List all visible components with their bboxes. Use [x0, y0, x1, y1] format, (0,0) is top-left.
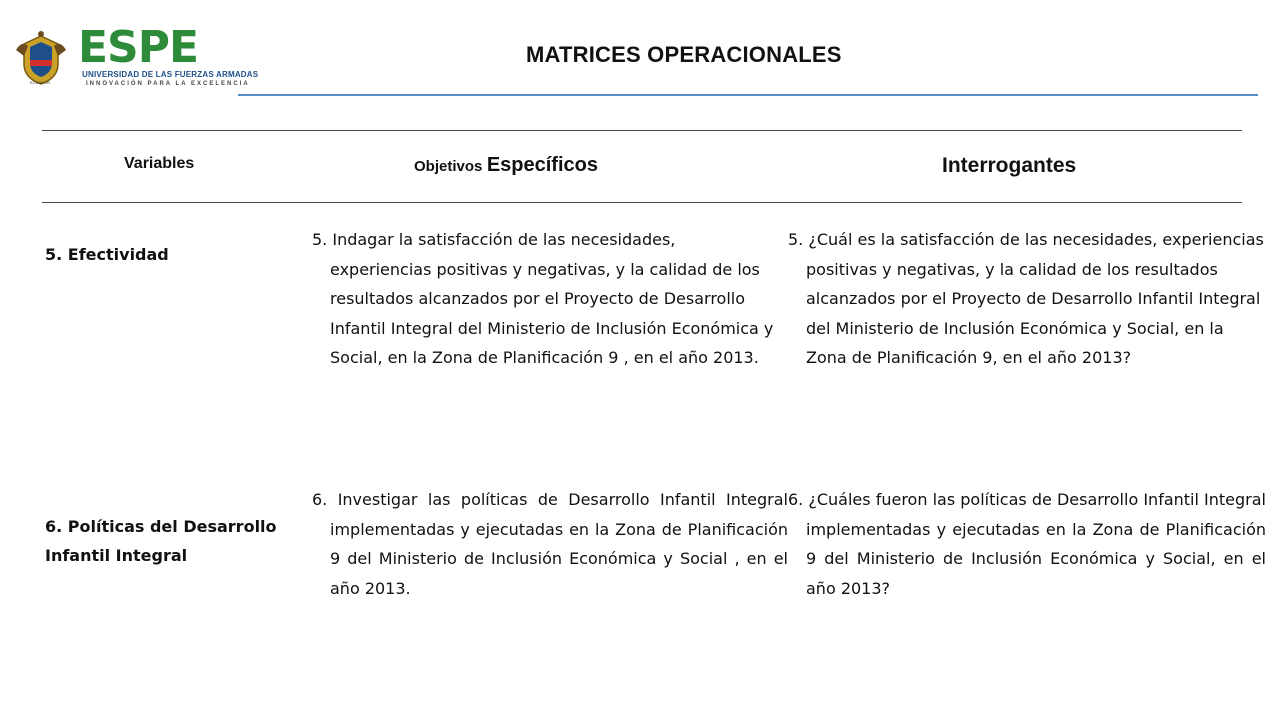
row-2-objetivo: 6. Investigar las políticas de Desarrollo Infantil Integral implementadas y ejecutadas en la Zona de Planificación 9 del Ministerio de Inclusión Económica y Social , en el año 2013. [312, 490, 788, 598]
row-1-interrogante: 5. ¿Cuál es la satisfacción de las necesidades, experiencias positivas y negativas, y la calidad de los resultados alcanzados por el Proyecto de Desarrollo Infantil Integral del Ministerio de Inclusión Económica y Social, en la Zona de Planificación 9, en el año 2013? [788, 230, 1264, 367]
page-title: MATRICES OPERACIONALES [526, 42, 842, 67]
row-1-objetivo: 5. Indagar la satisfacción de las necesidades, experiencias positivas y negativas, y la calidad de los resultados alcanzados por el Proyecto de Desarrollo Infantil Integral del Ministerio de Inclusión Económica y Social, en la Zona de Planificación 9 , en el año 2013. [312, 230, 774, 367]
tagline: INNOVACIÓN PARA LA EXCELENCIA [86, 81, 250, 87]
table-header-rule [42, 202, 1242, 203]
header-variables: Variables [124, 155, 195, 172]
title-divider [238, 94, 1258, 96]
row-2-interrogante: 6. ¿Cuáles fueron las políticas de Desarrollo Infantil Integral implementadas y ejecutadas en la Zona de Planificación 9 del Ministerio de Inclusión Económica y Social, en el año 2013? [788, 490, 1266, 598]
university-name: UNIVERSIDAD DE LAS FUERZAS ARMADAS [82, 70, 259, 79]
table-top-rule [42, 130, 1242, 131]
header-objetivos-big: Específicos [486, 154, 598, 176]
crest-label: ECUADOR [30, 80, 51, 85]
brand-name: ESPE [78, 22, 199, 73]
header-objetivos [414, 154, 598, 177]
header-interrogantes: Interrogantes [942, 154, 1077, 177]
header-objetivos-small: Objetivos [414, 158, 483, 175]
espe-logo [12, 22, 259, 90]
row-2-variable: 6. Políticas del Desarrollo Infantil Integral [45, 517, 277, 565]
row-1-variable: 5. Efectividad [45, 245, 169, 264]
